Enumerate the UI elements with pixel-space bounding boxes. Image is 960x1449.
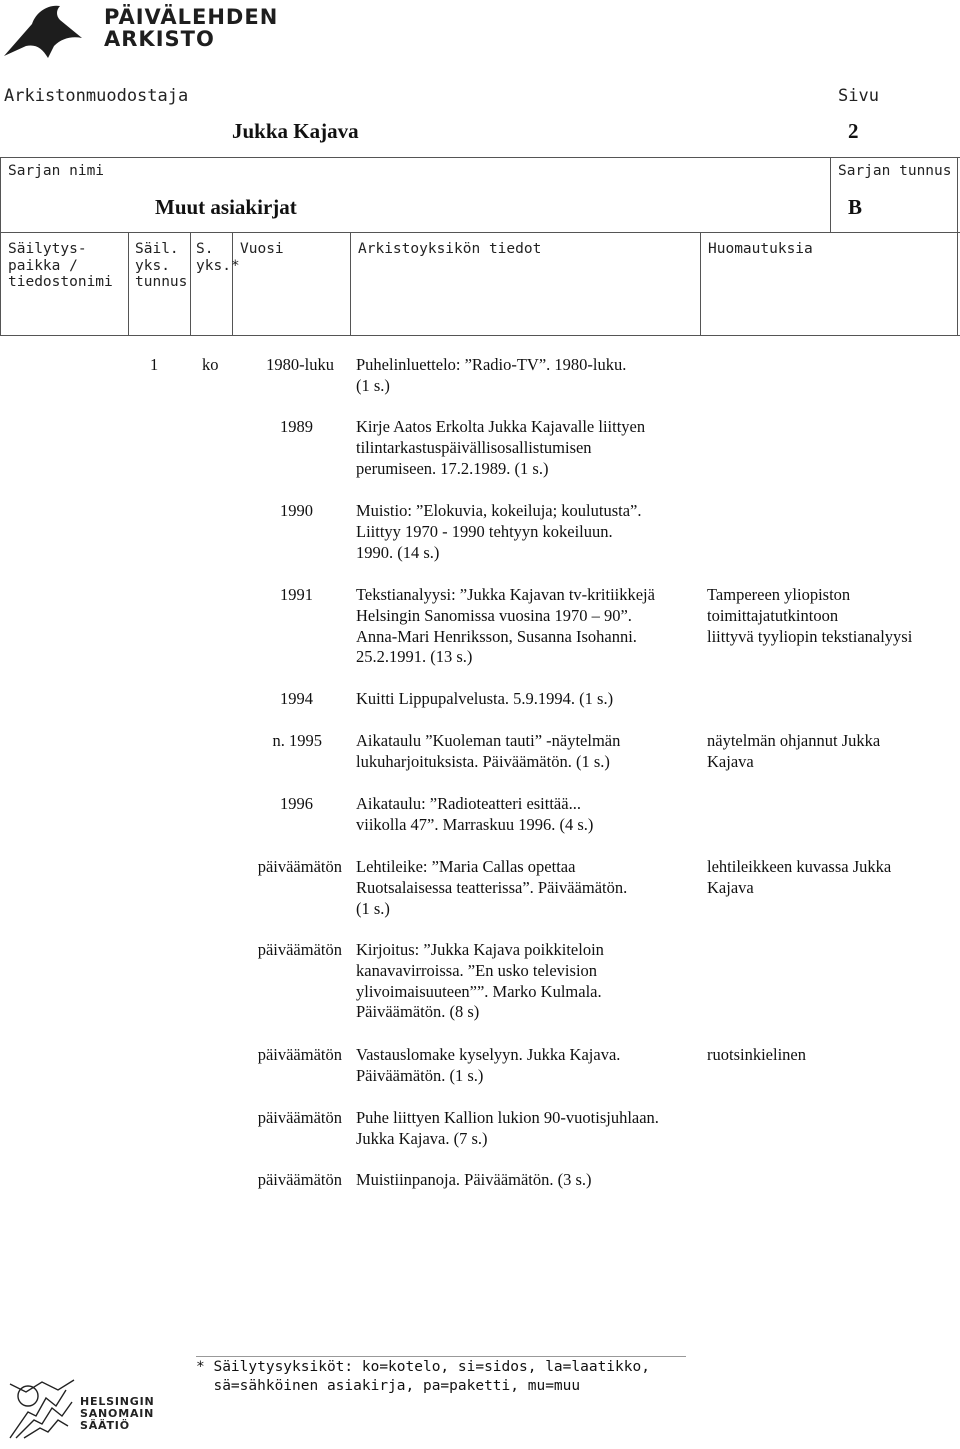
row-description: Lehtileike: ”Maria Callas opettaa Ruotsalaisessa teatterissa”. Päiväämätön. (1 s.)	[356, 857, 628, 918]
footer-divider	[196, 1356, 686, 1357]
row-unit-id: 1	[150, 355, 159, 374]
divider-col-5	[700, 232, 701, 335]
divider-series-right	[957, 157, 958, 232]
row-description: Puhe liittyen Kallion lukion 90-vuotisjuhlaan. Jukka Kajava. (7 s.)	[356, 1108, 659, 1148]
row-year: päiväämätön	[257, 1170, 342, 1189]
series-id-label: Sarjan tunnus	[838, 163, 952, 179]
series-name: Muut asiakirjat	[155, 195, 297, 219]
foundation-line-3: SÄÄTIÖ	[80, 1419, 130, 1432]
row-notes: Tampereen yliopiston toimittajatutkintoon liittyvä tyyliopin tekstianalyysi	[707, 585, 913, 646]
column-header-description: Arkistoyksikön tiedot	[358, 241, 542, 257]
row-year: 1990	[280, 501, 313, 520]
foundation-line-2: SANOMAIN	[80, 1407, 155, 1420]
series-id: B	[848, 195, 863, 219]
row-year: päiväämätön	[257, 1045, 342, 1064]
row-description: Muistiinpanoja. Päiväämätön. (3 s.)	[356, 1170, 592, 1189]
row-description: Aikataulu: ”Radioteatteri esittää... viikolla 47”. Marraskuu 1996. (4 s.)	[356, 794, 594, 834]
row-description: Aikataulu ”Kuoleman tauti” -näytelmän lukuharjoituksista. Päiväämätön. (1 s.)	[356, 731, 621, 771]
brand-logo-text	[104, 6, 278, 50]
column-header-unit: S. yks.*	[196, 241, 240, 274]
row-year: päiväämätön	[257, 857, 342, 876]
divider-col-4	[350, 232, 351, 335]
row-description: Tekstianalyysi: ”Jukka Kajavan tv-kritiikkejä Helsingin Sanomissa vuosina 1970 – 90”. Anna-Mari Henriksson, Susanna Isohanni. 25.2.1991. (13 s.)	[356, 585, 655, 667]
divider-columns-bottom	[0, 335, 960, 336]
row-notes: lehtileikkeen kuvassa Jukka Kajava	[707, 857, 892, 897]
series-name-label: Sarjan nimi	[8, 163, 105, 179]
row-year: päiväämätön	[257, 1108, 342, 1127]
bird-logo-icon	[2, 2, 84, 58]
divider-series-left	[0, 157, 1, 232]
divider-columns-top	[0, 232, 960, 233]
row-description: Kuitti Lippupalvelusta. 5.9.1994. (1 s.)	[356, 689, 614, 708]
row-year: 1994	[280, 689, 313, 708]
divider-series-top	[0, 157, 960, 158]
row-description: Kirje Aatos Erkolta Jukka Kajavalle liittyen tilintarkastuspäivällisosallistumisen perumiseen. 17.2.1989. (1 s.)	[356, 417, 646, 478]
row-year: 1996	[280, 794, 313, 813]
divider-col-1	[128, 232, 129, 335]
row-year: päiväämätön	[257, 940, 342, 959]
foundation-logo-icon	[6, 1376, 78, 1444]
row-notes: näytelmän ohjannut Jukka Kajava	[707, 731, 881, 771]
footer-note-line-1: * Säilytysyksiköt: ko=kotelo, si=sidos, la=laatikko,	[196, 1359, 650, 1375]
foundation-logo-text	[80, 1396, 154, 1432]
page-label: Sivu	[838, 86, 879, 106]
page-number: 2	[848, 119, 859, 143]
column-header-unit-id: Säil. yks. tunnus	[135, 241, 188, 290]
foundation-line-1: HELSINGIN	[80, 1395, 155, 1408]
row-description: Muistio: ”Elokuvia, kokeiluja; koulutusta”. Liittyy 1970 - 1990 tehtyyn kokeiluun. 1990. (14 s.)	[356, 501, 642, 562]
divider-col-6	[957, 232, 958, 335]
row-description: Kirjoitus: ”Jukka Kajava poikkiteloin kanavavirroissa. ”En usko television ylivoimaisuuteen””. Marko Kulmala. Päiväämätön. (8 s)	[356, 940, 604, 1022]
row-year: 1989	[280, 417, 313, 436]
divider-series-mid	[830, 157, 831, 232]
row-description: Puhelinluettelo: ”Radio-TV”. 1980-luku. (1 s.)	[356, 355, 627, 395]
row-notes: ruotsinkielinen	[707, 1045, 806, 1064]
column-header-notes: Huomautuksia	[708, 241, 813, 257]
divider-col-2	[190, 232, 191, 335]
brand-line-2: ARKISTO	[104, 27, 215, 51]
row-year: 1991	[280, 585, 313, 604]
row-year: n. 1995	[272, 731, 322, 750]
creator-label: Arkistonmuodostaja	[4, 86, 189, 106]
footer-note-line-2: sä=sähköinen asiakirja, pa=paketti, mu=muu	[196, 1378, 581, 1394]
brand-line-1: PÄIVÄLEHDEN	[104, 5, 279, 29]
creator-name: Jukka Kajava	[232, 119, 359, 143]
column-header-year: Vuosi	[240, 241, 284, 257]
divider-col-0	[0, 232, 1, 335]
footer-note	[196, 1358, 650, 1396]
row-year: 1980-luku	[266, 355, 334, 374]
column-header-location: Säilytys- paikka / tiedostonimi	[8, 241, 113, 290]
row-unit: ko	[202, 355, 219, 374]
row-description: Vastauslomake kyselyyn. Jukka Kajava. Päiväämätön. (1 s.)	[356, 1045, 621, 1085]
